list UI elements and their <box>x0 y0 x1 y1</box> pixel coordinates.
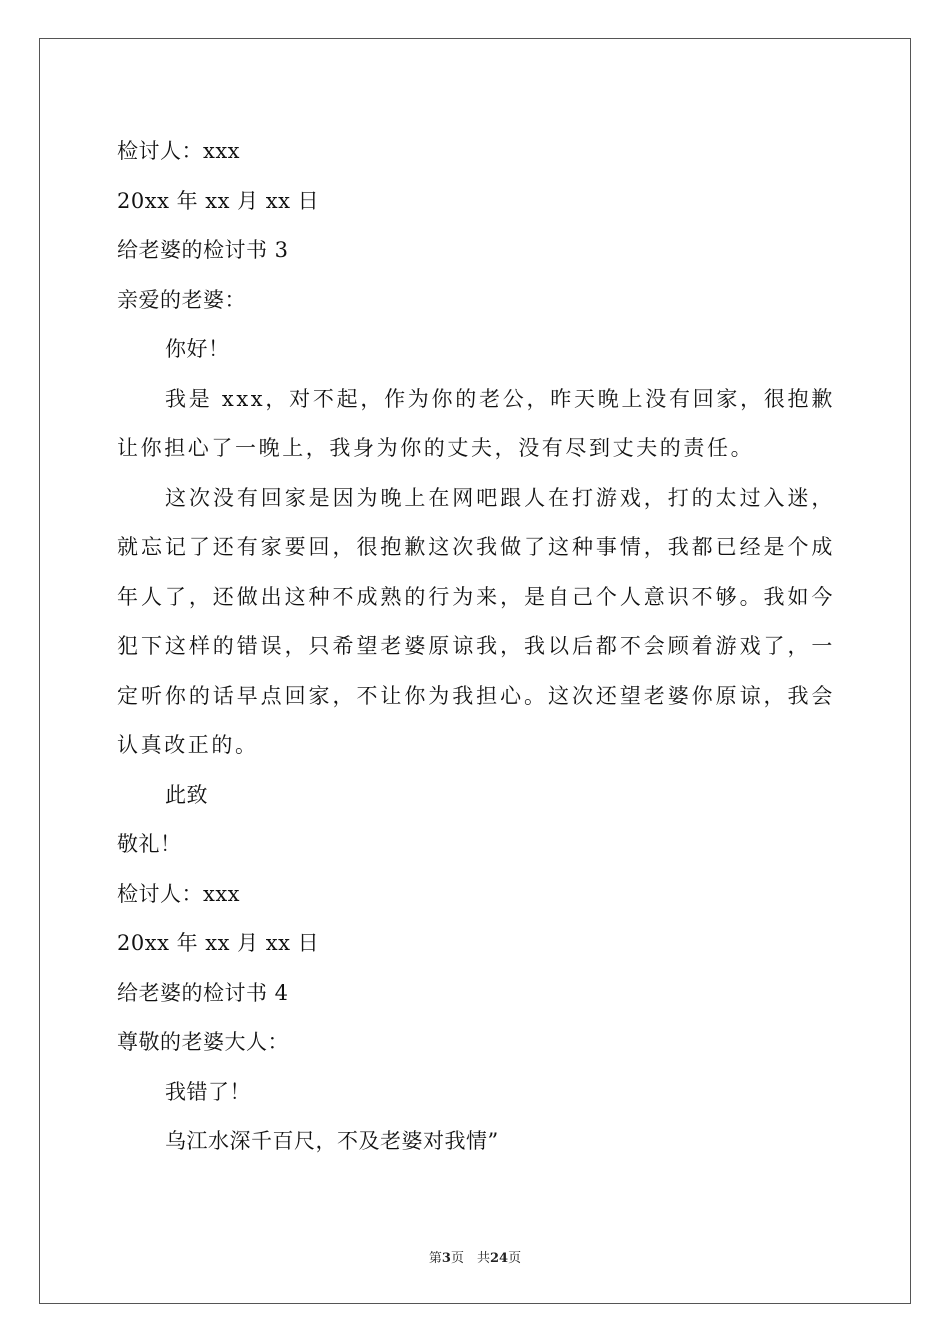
body-paragraph: 这次没有回家是因为晚上在网吧跟人在打游戏，打的太过入迷，就忘记了还有家要回，很抱歉这次我做了这种事情，我都已经是个成年人了，还做出这种不成熟的行为来，是自己个人意识不够。我如今犯下这样的错误，只希望老婆原谅我，我以后都不会顾着游戏了，一定听你的话早点回家，不让你为我担心。这次还望老婆你原谅，我会认真改正的。 <box>117 485 835 757</box>
footer-mid: 页 共 <box>450 1251 490 1266</box>
salutation: 尊敬的老婆大人： <box>117 1030 289 1054</box>
body-paragraph: 我是 xxx，对不起，作为你的老公，昨天晚上没有回家，很抱歉让你担心了一晚上，我身为你的丈夫，没有尽到丈夫的责任。 <box>117 386 835 460</box>
document-body <box>117 127 835 1167</box>
footer-page-number: 3 <box>441 1251 451 1266</box>
greeting: 你好！ <box>165 337 230 361</box>
closing-line: 此致 <box>165 782 208 807</box>
section-title: 给老婆的检讨书 3 <box>117 238 289 262</box>
footer-prefix: 第 <box>428 1251 442 1266</box>
closing-regards: 敬礼！ <box>117 832 182 856</box>
salutation: 亲爱的老婆： <box>117 287 246 312</box>
body-line: 乌江水深千百尺，不及老婆对我情” <box>165 1129 499 1153</box>
footer-total-pages: 24 <box>489 1251 509 1266</box>
page-footer <box>0 1247 950 1266</box>
date-line: 20xx 年 xx 月 xx 日 <box>117 188 320 213</box>
section-title: 给老婆的检讨书 4 <box>117 980 289 1005</box>
signature-line: 检讨人：xxx <box>117 881 241 906</box>
signature-line: 检讨人：xxx <box>117 139 241 163</box>
greeting: 我错了！ <box>165 1079 251 1104</box>
date-line: 20xx 年 xx 月 xx 日 <box>117 931 320 955</box>
footer-suffix: 页 <box>508 1251 522 1266</box>
